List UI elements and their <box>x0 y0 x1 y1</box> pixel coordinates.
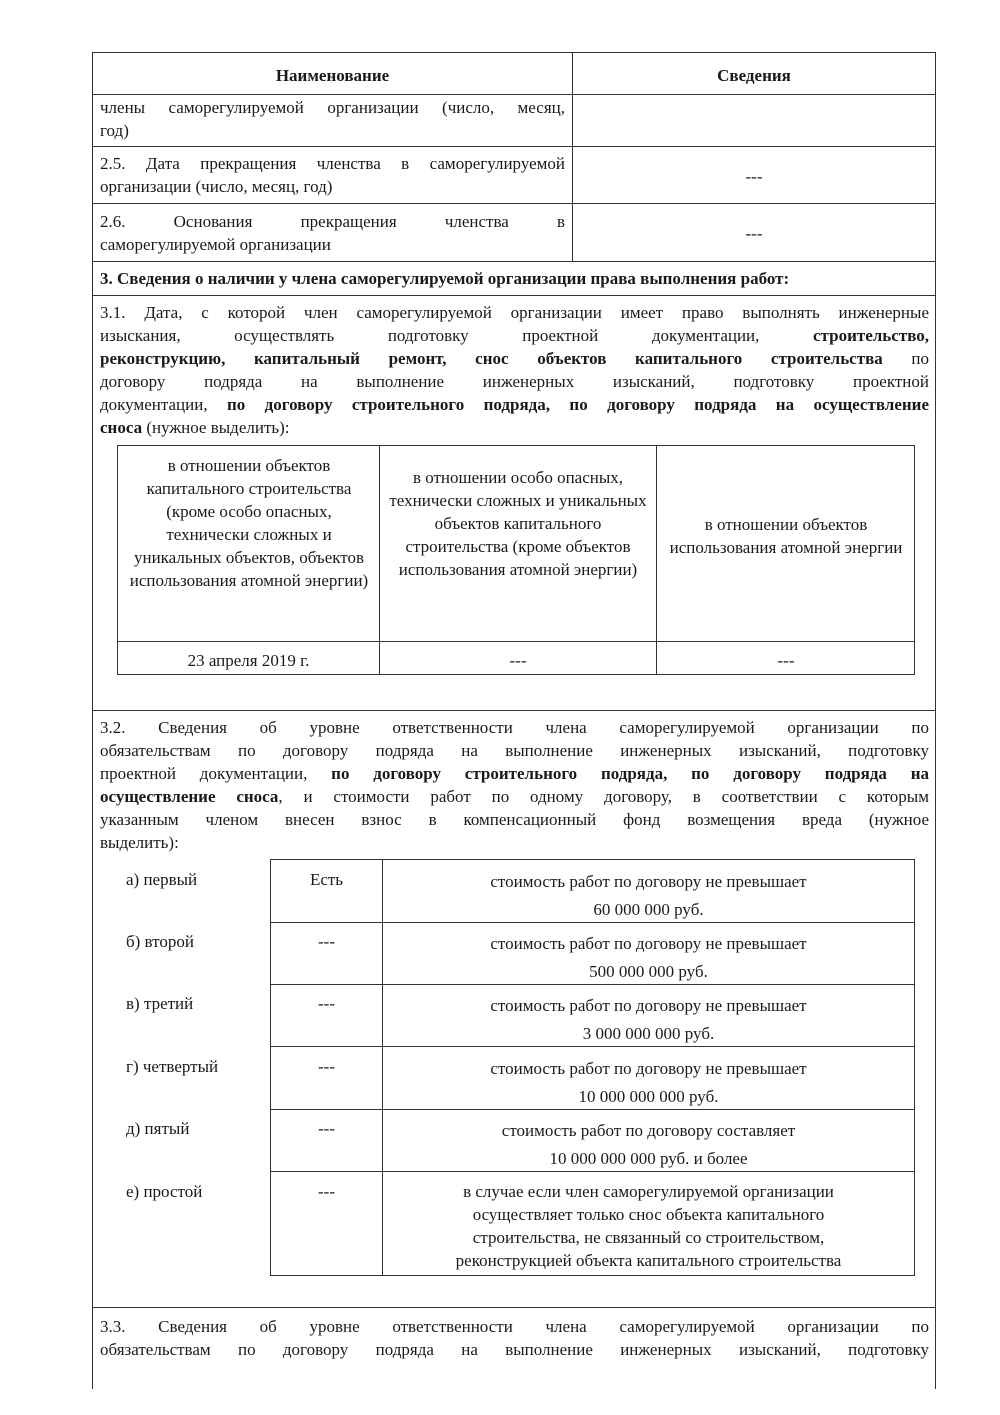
paragraph-line <box>100 416 929 439</box>
row-value: --- <box>745 224 763 243</box>
level-desc <box>383 868 914 924</box>
paragraph-line: указанным членом внесен взнос в компенсационный фонд возмещения вреда (нужное <box>100 810 929 829</box>
divider <box>118 641 914 642</box>
paragraph-line: обязательствам по договору подряда на выполнение инженерных изысканий, подготовку <box>100 741 929 760</box>
level-mark: --- <box>318 1057 335 1076</box>
level-desc <box>383 1055 914 1111</box>
paragraph-line <box>100 324 929 347</box>
text-span: , и стоимости работ по одному договору, в соответствии с которым <box>278 787 929 806</box>
bold-span: реконструкцию, капитальный ремонт, снос объектов капитального строительства <box>100 349 883 368</box>
level-label: е) простой <box>126 1182 203 1201</box>
row-name-line: 2.6. Основания прекращения членства в <box>100 212 565 231</box>
text-span: по <box>911 349 930 368</box>
paragraph-line: 3.1. Дата, с которой член саморегулируемой организации имеет право выполнять инженерные <box>100 303 929 322</box>
level-mark: --- <box>318 1182 335 1201</box>
rights-col-2: в отношении особо опасных, технически сложных и уникальных объектов капитального строительства (кроме объектов использования атомной энергии) <box>389 468 647 579</box>
level-desc <box>383 1117 914 1173</box>
table-row <box>93 210 572 256</box>
level-desc-line: реконструкцией объекта капитального строительства <box>455 1251 842 1270</box>
level-desc-line: 500 000 000 руб. <box>589 962 708 981</box>
row-name-line: 2.5. Дата прекращения членства в саморегулируемой <box>100 154 565 173</box>
level-desc-line: стоимость работ по договору не превышает <box>490 996 807 1015</box>
level-label: г) четвертый <box>126 1057 219 1076</box>
level-desc-line: 60 000 000 руб. <box>593 900 704 919</box>
divider <box>93 295 935 296</box>
row-name-line: члены саморегулируемой организации (число, месяц, <box>100 98 565 117</box>
rights-val-2: --- <box>509 651 527 670</box>
paragraph-line <box>100 347 929 370</box>
level-mark: --- <box>318 1119 335 1138</box>
row-value: --- <box>745 167 763 186</box>
column-header-name: Наименование <box>275 66 390 85</box>
divider <box>93 1307 935 1308</box>
paragraph-line <box>100 762 929 785</box>
document-table <box>92 52 936 1389</box>
rights-val-3: --- <box>777 651 795 670</box>
row-name-line: год) <box>100 121 129 140</box>
divider <box>93 710 935 711</box>
rights-val-1: 23 апреля 2019 г. <box>187 651 310 670</box>
paragraph-line: обязательствам по договору подряда на выполнение инженерных изысканий, подготовку <box>100 1340 929 1359</box>
bold-span: строительство, <box>813 326 930 345</box>
paragraph-line: 3.2. Сведения об уровне ответственности члена саморегулируемой организации по <box>100 718 929 737</box>
divider <box>93 203 935 204</box>
table-row <box>93 96 572 142</box>
level-desc-line: строительства, не связанный со строительством, <box>472 1228 825 1247</box>
row-name-line: организации (число, месяц, год) <box>100 177 333 196</box>
bold-span: осуществление сноса <box>100 787 279 806</box>
level-desc <box>383 930 914 986</box>
level-label: в) третий <box>126 994 194 1013</box>
column-divider <box>656 446 657 674</box>
paragraph-3-3 <box>93 1315 936 1361</box>
level-desc-line: стоимость работ по договору составляет <box>501 1121 796 1140</box>
level-desc-line: осуществляет только снос объекта капитального <box>472 1205 825 1224</box>
paragraph-line <box>100 393 929 416</box>
level-desc <box>383 1180 914 1272</box>
text-span: изыскания, осуществлять подготовку проектной документации, <box>100 326 760 345</box>
levels-table <box>270 859 915 1276</box>
rights-col-3: в отношении объектов использования атомной энергии <box>669 515 903 557</box>
rights-col-1: в отношении объектов капитального строительства (кроме особо опасных, технически сложных и уникальных объектов, объектов использования атомной энергии) <box>129 456 369 590</box>
level-desc-line: 3 000 000 000 руб. <box>582 1024 715 1043</box>
paragraph-line: 3.3. Сведения об уровне ответственности члена саморегулируемой организации по <box>100 1317 929 1336</box>
level-desc-line: стоимость работ по договору не превышает <box>490 934 807 953</box>
rights-table <box>117 445 915 675</box>
level-mark: Есть <box>309 870 344 889</box>
level-label: д) пятый <box>126 1119 190 1138</box>
bold-span: по договору строительного подряда, по договору подряда на осуществление <box>226 395 929 414</box>
table-row <box>93 152 572 198</box>
column-header-info: Сведения <box>717 66 791 85</box>
paragraph-line: договору подряда на выполнение инженерных изысканий, подготовку проектной <box>100 372 929 391</box>
paragraph-3-2 <box>93 716 936 854</box>
row-name-line: саморегулируемой организации <box>100 235 331 254</box>
bold-span: по договору строительного подряда, по договору подряда на <box>331 764 930 783</box>
level-desc <box>383 992 914 1048</box>
level-desc-line: стоимость работ по договору не превышает <box>490 872 807 891</box>
level-desc-line: стоимость работ по договору не превышает <box>490 1059 807 1078</box>
level-desc-line: в случае если член саморегулируемой организации <box>463 1182 834 1201</box>
divider <box>93 146 935 147</box>
divider <box>93 94 935 95</box>
divider <box>93 261 935 262</box>
level-mark: --- <box>318 932 335 951</box>
text-span: (нужное выделить): <box>146 418 290 437</box>
level-label: б) второй <box>126 932 194 951</box>
section-title-text: 3. Сведения о наличии у члена саморегулируемой организации права выполнения работ: <box>100 269 790 288</box>
section-title <box>93 267 936 290</box>
level-desc-line: 10 000 000 000 руб. и более <box>549 1149 748 1168</box>
paragraph-line <box>100 785 929 808</box>
paragraph-3-1 <box>93 301 936 439</box>
text-span: проектной документации, <box>100 764 308 783</box>
bold-span: сноса <box>100 418 143 437</box>
text-span: документации, <box>100 395 208 414</box>
level-mark: --- <box>318 994 335 1013</box>
paragraph-line: выделить): <box>100 833 179 852</box>
level-desc-line: 10 000 000 000 руб. <box>578 1087 719 1106</box>
level-label: а) первый <box>126 870 198 889</box>
